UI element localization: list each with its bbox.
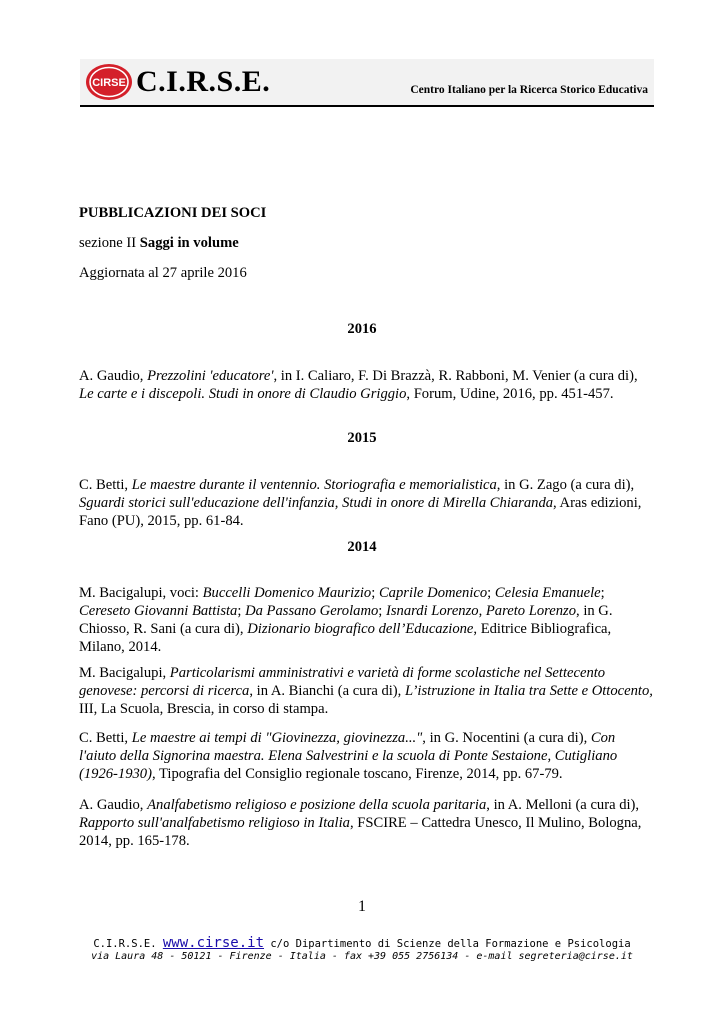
entry-4-line-3: III, La Scuola, Brescia, in corso di stampa.	[79, 701, 329, 717]
entry-term: Cereseto Giovanni Battista	[79, 603, 238, 619]
entry-sep: ;	[378, 603, 386, 619]
entry-3-line-3	[79, 620, 611, 638]
entry-term: Buccelli Domenico Maurizio	[202, 585, 372, 601]
entry-text: , in I. Caliaro, F. Di Brazzà, R. Rabboni, M. Venier (a cura di),	[273, 368, 638, 384]
section-line	[79, 234, 239, 252]
year-heading-2014: 2014	[347, 539, 377, 555]
footer-line-1	[0, 935, 724, 951]
entry-title: Particolarismi amministrativi e varietà di forme scolastiche nel Settecento	[169, 665, 606, 681]
entry-text: , Tipografia del Consiglio regionale toscano, Firenze, 2014, pp. 67-79.	[151, 766, 563, 782]
entry-author: M. Bacigalupi, voci:	[79, 585, 203, 601]
entry-text: , Editrice Bibliografica,	[473, 621, 612, 637]
entry-term: Da Passano Gerolamo	[245, 603, 379, 619]
entry-5-line-2	[79, 747, 617, 765]
cirse-logo	[84, 62, 134, 102]
logo-text: CIRSE	[92, 77, 126, 89]
entry-book: Dizionario biografico dell’Educazione	[247, 621, 474, 637]
entry-book: Rapporto sull'analfabetismo religioso in Italia	[79, 815, 350, 831]
entry-book: Le carte e i discepoli. Studi in onore di Claudio Griggio	[79, 386, 407, 402]
entry-2-line-2	[79, 494, 641, 512]
section-prefix: sezione II	[79, 235, 140, 251]
entry-1-line-2	[79, 385, 614, 403]
entry-1-line-1	[79, 367, 638, 385]
entry-text: , in A. Bianchi (a cura di),	[249, 683, 405, 699]
entry-sep: ;	[237, 603, 246, 619]
entry-text: Chiosso, R. Sani (a cura di),	[79, 621, 248, 637]
entry-text: , in G. Nocentini (a cura di),	[422, 730, 591, 746]
page-number: 1	[358, 898, 366, 915]
entry-author: C. Betti,	[79, 730, 132, 746]
entry-author: A. Gaudio,	[79, 797, 148, 813]
entry-sep: ,	[478, 603, 486, 619]
entry-5-line-1	[79, 729, 615, 747]
footer-dept: c/o Dipartimento di Scienze della Formazione e Psicologia	[264, 938, 631, 950]
entry-3-line-4: Milano, 2014.	[79, 639, 162, 655]
footer-address: via Laura 48 - 50121 - Firenze - Italia - fax +39 055 2756134 - e-mail segreteria@cirse.it	[91, 951, 633, 962]
entry-author: A. Gaudio,	[79, 368, 148, 384]
entry-title: Analfabetismo religioso e posizione della scuola paritaria	[147, 797, 487, 813]
entry-author: M. Bacigalupi,	[79, 665, 170, 681]
brand-name: C.I.R.S.E.	[136, 65, 271, 98]
entry-2-line-1	[79, 476, 634, 494]
entry-text: , in G. Zago (a cura di),	[496, 477, 635, 493]
entry-book: (1926-1930)	[79, 766, 152, 782]
year-heading-2016: 2016	[347, 321, 377, 337]
entry-6-line-2	[79, 814, 641, 832]
entry-author: C. Betti,	[79, 477, 132, 493]
entry-term: Celesia Emanuele	[494, 585, 601, 601]
letterhead	[80, 59, 654, 107]
entry-3-line-1	[79, 584, 605, 602]
entry-text: , Aras edizioni,	[553, 495, 642, 511]
entry-4-line-1	[79, 664, 605, 682]
entry-4-line-2	[79, 682, 653, 700]
entry-3-line-2	[79, 602, 613, 620]
entry-book: Sguardi storici sull'educazione dell'infanzia, Studi in onore di Mirella Chiaranda	[79, 495, 554, 511]
entry-book: Con	[590, 730, 616, 746]
entry-sep: ;	[371, 585, 379, 601]
entry-term: Pareto Lorenzo	[485, 603, 577, 619]
entry-term: Isnardi Lorenzo	[386, 603, 479, 619]
entry-term: Caprile Domenico	[378, 585, 488, 601]
entry-title: Le maestre durante il ventennio. Storiografia e memorialistica	[131, 477, 497, 493]
brand-tagline: Centro Italiano per la Ricerca Storico Educativa	[410, 84, 648, 96]
entry-text: , Forum, Udine, 2016, pp. 451-457.	[406, 386, 614, 402]
entry-sep: ;	[600, 585, 605, 601]
entry-book: l'aiuto della Signorina maestra. Elena Salvestrini e la scuola di Ponte Sestaione, Cutigliano	[79, 748, 618, 764]
entry-title: Prezzolini 'educatore'	[147, 368, 274, 384]
entry-title: genovese: percorsi di ricerca	[79, 683, 250, 699]
entry-2-line-3: Fano (PU), 2015, pp. 61-84.	[79, 513, 244, 529]
entry-text: , in G.	[576, 603, 613, 619]
footer-org: C.I.R.S.E.	[93, 938, 163, 950]
entry-6-line-1	[79, 796, 639, 814]
entry-book: L’istruzione in Italia tra Sette e Ottocento,	[404, 683, 653, 699]
entry-text: , FSCIRE – Cattedra Unesco, Il Mulino, Bologna,	[349, 815, 642, 831]
entry-5-line-3	[79, 765, 563, 783]
entry-6-line-3: 2014, pp. 165-178.	[79, 833, 190, 849]
section-name: Saggi in volume	[139, 235, 239, 251]
website-link[interactable]: www.cirse.it	[162, 935, 265, 951]
doc-title: PUBBLICAZIONI DEI SOCI	[79, 205, 267, 221]
year-heading-2015: 2015	[347, 430, 377, 446]
entry-sep: ;	[487, 585, 495, 601]
entry-title: Le maestre ai tempi di "Giovinezza, giovinezza..."	[131, 730, 423, 746]
entry-text: , in A. Melloni (a cura di),	[486, 797, 640, 813]
updated-date: Aggiornata al 27 aprile 2016	[79, 265, 247, 281]
